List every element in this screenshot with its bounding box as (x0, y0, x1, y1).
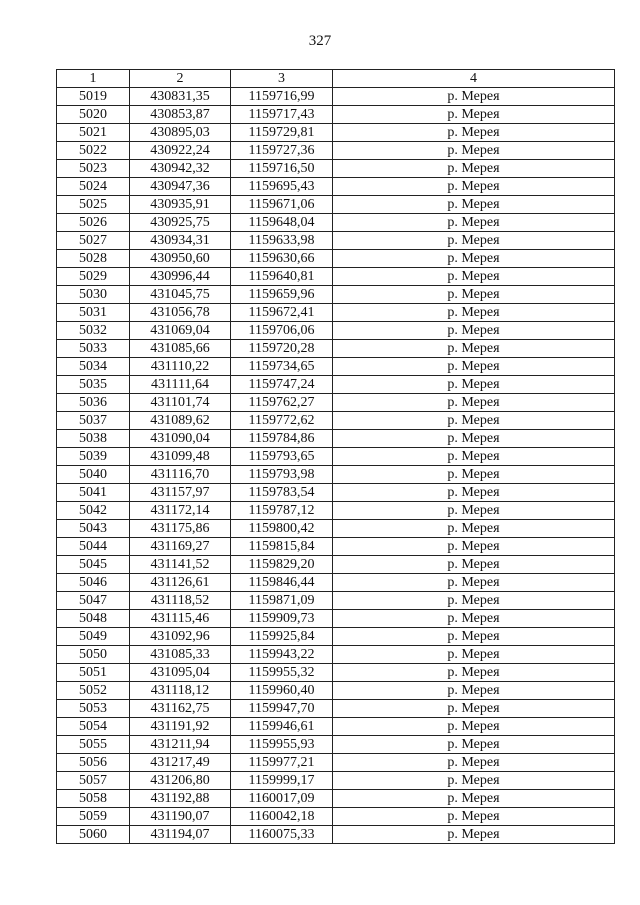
point-number-cell: 5057 (57, 772, 130, 790)
table-row (57, 448, 615, 466)
table-body (57, 88, 615, 844)
x-coordinate-cell: 430934,31 (130, 232, 231, 250)
table-row (57, 304, 615, 322)
description-cell: р. Мерея (333, 826, 615, 844)
point-number-cell: 5029 (57, 268, 130, 286)
x-coordinate-cell: 431099,48 (130, 448, 231, 466)
point-number-cell: 5022 (57, 142, 130, 160)
x-coordinate-cell: 431141,52 (130, 556, 231, 574)
point-number-cell: 5042 (57, 502, 130, 520)
y-coordinate-cell: 1159672,41 (231, 304, 333, 322)
column-header-description: 4 (333, 70, 615, 88)
x-coordinate-cell: 431118,12 (130, 682, 231, 700)
description-cell: р. Мерея (333, 376, 615, 394)
y-coordinate-cell: 1159727,36 (231, 142, 333, 160)
y-coordinate-cell: 1159630,66 (231, 250, 333, 268)
x-coordinate-cell: 431194,07 (130, 826, 231, 844)
table-row (57, 88, 615, 106)
description-cell: р. Мерея (333, 322, 615, 340)
point-number-cell: 5020 (57, 106, 130, 124)
y-coordinate-cell: 1159946,61 (231, 718, 333, 736)
description-cell: р. Мерея (333, 448, 615, 466)
x-coordinate-cell: 431172,14 (130, 502, 231, 520)
y-coordinate-cell: 1159784,86 (231, 430, 333, 448)
point-number-cell: 5034 (57, 358, 130, 376)
x-coordinate-cell: 431092,96 (130, 628, 231, 646)
description-cell: р. Мерея (333, 142, 615, 160)
description-cell: р. Мерея (333, 700, 615, 718)
y-coordinate-cell: 1159999,17 (231, 772, 333, 790)
table-row (57, 376, 615, 394)
x-coordinate-cell: 431206,80 (130, 772, 231, 790)
table-row (57, 394, 615, 412)
point-number-cell: 5038 (57, 430, 130, 448)
x-coordinate-cell: 430853,87 (130, 106, 231, 124)
description-cell: р. Мерея (333, 538, 615, 556)
table-row (57, 322, 615, 340)
point-number-cell: 5058 (57, 790, 130, 808)
y-coordinate-cell: 1159716,99 (231, 88, 333, 106)
point-number-cell: 5051 (57, 664, 130, 682)
description-cell: р. Мерея (333, 268, 615, 286)
y-coordinate-cell: 1159695,43 (231, 178, 333, 196)
table-row (57, 718, 615, 736)
y-coordinate-cell: 1159729,81 (231, 124, 333, 142)
description-cell: р. Мерея (333, 466, 615, 484)
description-cell: р. Мерея (333, 358, 615, 376)
point-number-cell: 5050 (57, 646, 130, 664)
table-row (57, 214, 615, 232)
description-cell: р. Мерея (333, 160, 615, 178)
table-row (57, 736, 615, 754)
table-row (57, 232, 615, 250)
y-coordinate-cell: 1159671,06 (231, 196, 333, 214)
table-row (57, 268, 615, 286)
point-number-cell: 5045 (57, 556, 130, 574)
x-coordinate-cell: 431085,66 (130, 340, 231, 358)
point-number-cell: 5059 (57, 808, 130, 826)
x-coordinate-cell: 431115,46 (130, 610, 231, 628)
point-number-cell: 5027 (57, 232, 130, 250)
y-coordinate-cell: 1159955,32 (231, 664, 333, 682)
description-cell: р. Мерея (333, 592, 615, 610)
y-coordinate-cell: 1159793,65 (231, 448, 333, 466)
table-row (57, 106, 615, 124)
description-cell: р. Мерея (333, 304, 615, 322)
x-coordinate-cell: 431095,04 (130, 664, 231, 682)
table-row (57, 178, 615, 196)
x-coordinate-cell: 431110,22 (130, 358, 231, 376)
table-row (57, 520, 615, 538)
y-coordinate-cell: 1159734,65 (231, 358, 333, 376)
column-header-number: 1 (57, 70, 130, 88)
x-coordinate-cell: 430935,91 (130, 196, 231, 214)
x-coordinate-cell: 430947,36 (130, 178, 231, 196)
description-cell: р. Мерея (333, 754, 615, 772)
description-cell: р. Мерея (333, 250, 615, 268)
y-coordinate-cell: 1159717,43 (231, 106, 333, 124)
point-number-cell: 5025 (57, 196, 130, 214)
table-row (57, 700, 615, 718)
point-number-cell: 5024 (57, 178, 130, 196)
table-row (57, 754, 615, 772)
table-row (57, 358, 615, 376)
point-number-cell: 5048 (57, 610, 130, 628)
point-number-cell: 5032 (57, 322, 130, 340)
description-cell: р. Мерея (333, 808, 615, 826)
x-coordinate-cell: 431069,04 (130, 322, 231, 340)
point-number-cell: 5033 (57, 340, 130, 358)
description-cell: р. Мерея (333, 502, 615, 520)
table-row (57, 412, 615, 430)
description-cell: р. Мерея (333, 178, 615, 196)
point-number-cell: 5035 (57, 376, 130, 394)
y-coordinate-cell: 1160042,18 (231, 808, 333, 826)
x-coordinate-cell: 431118,52 (130, 592, 231, 610)
description-cell: р. Мерея (333, 124, 615, 142)
description-cell: р. Мерея (333, 790, 615, 808)
point-number-cell: 5039 (57, 448, 130, 466)
x-coordinate-cell: 431217,49 (130, 754, 231, 772)
y-coordinate-cell: 1159720,28 (231, 340, 333, 358)
x-coordinate-cell: 431211,94 (130, 736, 231, 754)
x-coordinate-cell: 431191,92 (130, 718, 231, 736)
y-coordinate-cell: 1159633,98 (231, 232, 333, 250)
description-cell: р. Мерея (333, 196, 615, 214)
description-cell: р. Мерея (333, 232, 615, 250)
table-row (57, 790, 615, 808)
description-cell: р. Мерея (333, 646, 615, 664)
coordinates-table (56, 69, 615, 844)
table-row (57, 682, 615, 700)
description-cell: р. Мерея (333, 610, 615, 628)
y-coordinate-cell: 1159977,21 (231, 754, 333, 772)
description-cell: р. Мерея (333, 106, 615, 124)
description-cell: р. Мерея (333, 574, 615, 592)
table-row (57, 808, 615, 826)
table-row (57, 592, 615, 610)
page-number: 327 (308, 33, 332, 49)
table-row (57, 124, 615, 142)
y-coordinate-cell: 1159947,70 (231, 700, 333, 718)
description-cell: р. Мерея (333, 286, 615, 304)
y-coordinate-cell: 1159871,09 (231, 592, 333, 610)
table-row (57, 574, 615, 592)
point-number-cell: 5053 (57, 700, 130, 718)
y-coordinate-cell: 1159640,81 (231, 268, 333, 286)
description-cell: р. Мерея (333, 340, 615, 358)
point-number-cell: 5036 (57, 394, 130, 412)
description-cell: р. Мерея (333, 412, 615, 430)
x-coordinate-cell: 431045,75 (130, 286, 231, 304)
x-coordinate-cell: 431101,74 (130, 394, 231, 412)
x-coordinate-cell: 431111,64 (130, 376, 231, 394)
x-coordinate-cell: 431085,33 (130, 646, 231, 664)
table-row (57, 502, 615, 520)
x-coordinate-cell: 431056,78 (130, 304, 231, 322)
point-number-cell: 5031 (57, 304, 130, 322)
description-cell: р. Мерея (333, 718, 615, 736)
table-row (57, 772, 615, 790)
y-coordinate-cell: 1159787,12 (231, 502, 333, 520)
x-coordinate-cell: 430950,60 (130, 250, 231, 268)
table-row (57, 160, 615, 178)
y-coordinate-cell: 1159648,04 (231, 214, 333, 232)
description-cell: р. Мерея (333, 394, 615, 412)
table-row (57, 484, 615, 502)
table-row (57, 538, 615, 556)
x-coordinate-cell: 431157,97 (130, 484, 231, 502)
table-row (57, 466, 615, 484)
x-coordinate-cell: 430942,32 (130, 160, 231, 178)
x-coordinate-cell: 430922,24 (130, 142, 231, 160)
x-coordinate-cell: 430925,75 (130, 214, 231, 232)
y-coordinate-cell: 1159706,06 (231, 322, 333, 340)
point-number-cell: 5040 (57, 466, 130, 484)
point-number-cell: 5052 (57, 682, 130, 700)
table-row (57, 664, 615, 682)
table-row (57, 286, 615, 304)
table-row (57, 556, 615, 574)
table-row (57, 628, 615, 646)
point-number-cell: 5044 (57, 538, 130, 556)
x-coordinate-cell: 431089,62 (130, 412, 231, 430)
description-cell: р. Мерея (333, 520, 615, 538)
column-header-y: 3 (231, 70, 333, 88)
table-row (57, 430, 615, 448)
description-cell: р. Мерея (333, 88, 615, 106)
description-cell: р. Мерея (333, 430, 615, 448)
point-number-cell: 5056 (57, 754, 130, 772)
table-row (57, 142, 615, 160)
point-number-cell: 5041 (57, 484, 130, 502)
x-coordinate-cell: 430996,44 (130, 268, 231, 286)
x-coordinate-cell: 431175,86 (130, 520, 231, 538)
description-cell: р. Мерея (333, 556, 615, 574)
y-coordinate-cell: 1160075,33 (231, 826, 333, 844)
y-coordinate-cell: 1159659,96 (231, 286, 333, 304)
point-number-cell: 5055 (57, 736, 130, 754)
x-coordinate-cell: 431116,70 (130, 466, 231, 484)
y-coordinate-cell: 1159960,40 (231, 682, 333, 700)
point-number-cell: 5054 (57, 718, 130, 736)
column-header-x: 2 (130, 70, 231, 88)
point-number-cell: 5060 (57, 826, 130, 844)
x-coordinate-cell: 431169,27 (130, 538, 231, 556)
table-row (57, 250, 615, 268)
y-coordinate-cell: 1159800,42 (231, 520, 333, 538)
point-number-cell: 5019 (57, 88, 130, 106)
table-row (57, 826, 615, 844)
header-row (57, 70, 615, 88)
x-coordinate-cell: 431126,61 (130, 574, 231, 592)
point-number-cell: 5023 (57, 160, 130, 178)
description-cell: р. Мерея (333, 682, 615, 700)
y-coordinate-cell: 1159955,93 (231, 736, 333, 754)
x-coordinate-cell: 430831,35 (130, 88, 231, 106)
description-cell: р. Мерея (333, 772, 615, 790)
point-number-cell: 5037 (57, 412, 130, 430)
description-cell: р. Мерея (333, 214, 615, 232)
table-row (57, 646, 615, 664)
table-row (57, 340, 615, 358)
table-row (57, 196, 615, 214)
y-coordinate-cell: 1159716,50 (231, 160, 333, 178)
point-number-cell: 5049 (57, 628, 130, 646)
table-header (57, 70, 615, 88)
x-coordinate-cell: 431090,04 (130, 430, 231, 448)
description-cell: р. Мерея (333, 628, 615, 646)
y-coordinate-cell: 1159909,73 (231, 610, 333, 628)
x-coordinate-cell: 431190,07 (130, 808, 231, 826)
point-number-cell: 5030 (57, 286, 130, 304)
y-coordinate-cell: 1159747,24 (231, 376, 333, 394)
description-cell: р. Мерея (333, 664, 615, 682)
y-coordinate-cell: 1159846,44 (231, 574, 333, 592)
point-number-cell: 5043 (57, 520, 130, 538)
description-cell: р. Мерея (333, 736, 615, 754)
point-number-cell: 5026 (57, 214, 130, 232)
y-coordinate-cell: 1159793,98 (231, 466, 333, 484)
y-coordinate-cell: 1159829,20 (231, 556, 333, 574)
y-coordinate-cell: 1159925,84 (231, 628, 333, 646)
y-coordinate-cell: 1159762,27 (231, 394, 333, 412)
y-coordinate-cell: 1159772,62 (231, 412, 333, 430)
x-coordinate-cell: 431192,88 (130, 790, 231, 808)
point-number-cell: 5021 (57, 124, 130, 142)
x-coordinate-cell: 430895,03 (130, 124, 231, 142)
y-coordinate-cell: 1160017,09 (231, 790, 333, 808)
point-number-cell: 5028 (57, 250, 130, 268)
y-coordinate-cell: 1159783,54 (231, 484, 333, 502)
x-coordinate-cell: 431162,75 (130, 700, 231, 718)
y-coordinate-cell: 1159815,84 (231, 538, 333, 556)
point-number-cell: 5047 (57, 592, 130, 610)
table-row (57, 610, 615, 628)
point-number-cell: 5046 (57, 574, 130, 592)
description-cell: р. Мерея (333, 484, 615, 502)
y-coordinate-cell: 1159943,22 (231, 646, 333, 664)
